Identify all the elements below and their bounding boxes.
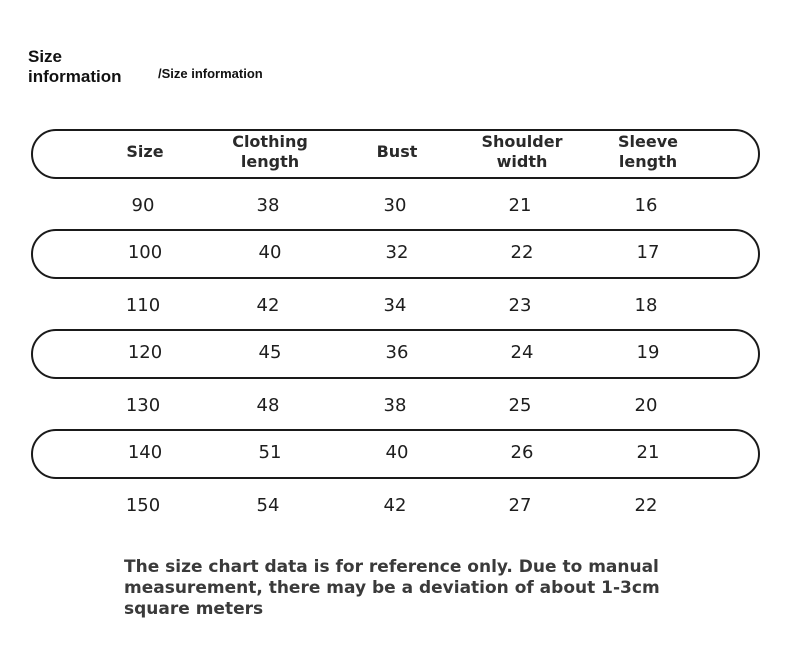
page-title: Size information [28,47,122,86]
table-row [31,280,760,330]
table-row [31,329,760,379]
cell-bust: 42 [383,494,407,516]
cell-clothing-length: 51 [258,441,282,463]
cell-size: 90 [131,194,155,216]
cell-size: 130 [125,394,161,416]
header-size: Size [126,142,164,161]
cell-sleeve-length: 18 [634,294,658,316]
cell-size: 120 [127,341,163,363]
cell-sleeve-length: 21 [636,441,660,463]
cell-sleeve-length: 22 [634,494,658,516]
cell-bust: 32 [385,241,409,263]
cell-size: 140 [127,441,163,463]
cell-bust: 30 [383,194,407,216]
cell-shoulder-width: 21 [508,194,532,216]
header-bust: Bust [376,142,418,161]
table-row [31,380,760,430]
table-row [31,180,760,230]
cell-shoulder-width: 24 [510,341,534,363]
cell-shoulder-width: 23 [508,294,532,316]
table-row [31,480,760,530]
header-clothing-length: Clothing length [232,132,308,171]
page-subtitle: /Size information [158,66,263,81]
header-sleeve-length: Sleeve length [618,132,678,171]
cell-shoulder-width: 25 [508,394,532,416]
cell-bust: 40 [385,441,409,463]
table-row [31,429,760,479]
cell-bust: 36 [385,341,409,363]
cell-bust: 34 [383,294,407,316]
cell-size: 110 [125,294,161,316]
cell-shoulder-width: 27 [508,494,532,516]
cell-sleeve-length: 16 [634,194,658,216]
cell-sleeve-length: 17 [636,241,660,263]
table-header-row [31,129,760,179]
cell-shoulder-width: 26 [510,441,534,463]
cell-clothing-length: 42 [256,294,280,316]
cell-sleeve-length: 19 [636,341,660,363]
cell-size: 150 [125,494,161,516]
cell-clothing-length: 54 [256,494,280,516]
disclaimer-note: The size chart data is for reference only. Due to manual measurement, there may be a deviation of about 1-3cm square meters [124,557,660,619]
cell-clothing-length: 45 [258,341,282,363]
cell-clothing-length: 48 [256,394,280,416]
cell-clothing-length: 40 [258,241,282,263]
table-row [31,229,760,279]
header-shoulder-width: Shoulder width [481,132,563,171]
cell-size: 100 [127,241,163,263]
cell-sleeve-length: 20 [634,394,658,416]
cell-clothing-length: 38 [256,194,280,216]
cell-bust: 38 [383,394,407,416]
cell-shoulder-width: 22 [510,241,534,263]
